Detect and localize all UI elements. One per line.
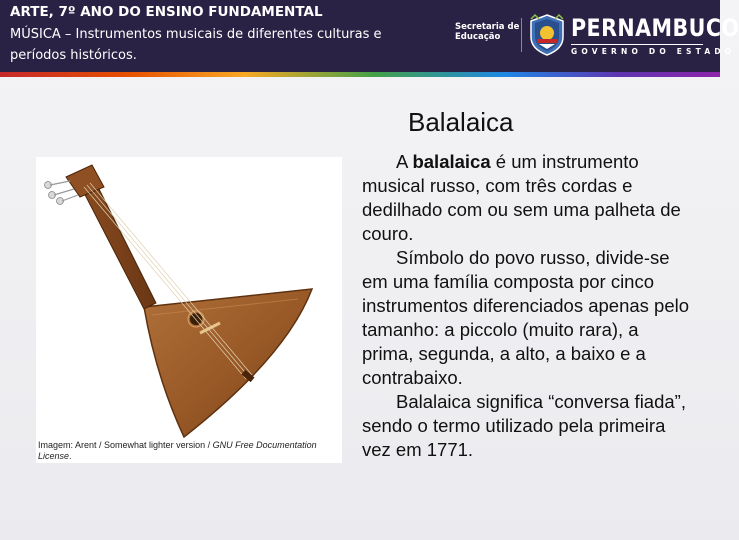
slide-title: Balalaica [408, 107, 514, 137]
body-text [362, 150, 692, 462]
brand-subtitle: GOVERNO DO ESTADO [571, 47, 736, 56]
paragraph-3: Balalaica significa “conversa fiada”, sendo o termo utilizado pela primeira vez em 1771. [362, 391, 686, 460]
paragraph-1-start: A [396, 151, 413, 172]
balalaika-photo-icon [36, 157, 342, 463]
header-bar [0, 0, 739, 72]
secretaria-line-1: Secretaria de [455, 22, 520, 32]
state-seal-icon [527, 13, 567, 57]
brand-underline [571, 44, 703, 45]
balalaika-image [36, 157, 342, 463]
brand-name: PERNAMBUCO [571, 14, 739, 42]
caption-prefix: Imagem: Arent / Somewhat lighter version / [38, 440, 213, 450]
paragraph-1-rest: é um instrumento musical russo, com três cordas e dedilhado com ou sem uma palheta de couro. [362, 151, 681, 244]
secretaria-label [455, 22, 519, 42]
paragraph-1-term: balalaica [412, 151, 491, 172]
secretaria-line-2: Educação [455, 32, 501, 42]
header-divider [521, 18, 522, 52]
caption-license-link[interactable]: GNU Free Documentation License [38, 440, 317, 461]
lesson-subtitle: MÚSICA – Instrumentos musicais de diferentes culturas e períodos históricos. [10, 27, 382, 63]
image-caption [38, 440, 328, 462]
course-title: ARTE, 7º ANO DO ENSINO FUNDAMENTAL [10, 4, 323, 20]
paragraph-1 [362, 150, 692, 246]
caption-suffix: . [69, 451, 72, 461]
paragraph-2: Símbolo do povo russo, divide-se em uma família composta por cinco instrumentos diferenciados apenas pelo tamanho: a piccolo (muito rara), a prima, segunda, a alto, a baixo e a contrabaixo. [362, 247, 690, 388]
header-color-stripe [0, 72, 720, 77]
